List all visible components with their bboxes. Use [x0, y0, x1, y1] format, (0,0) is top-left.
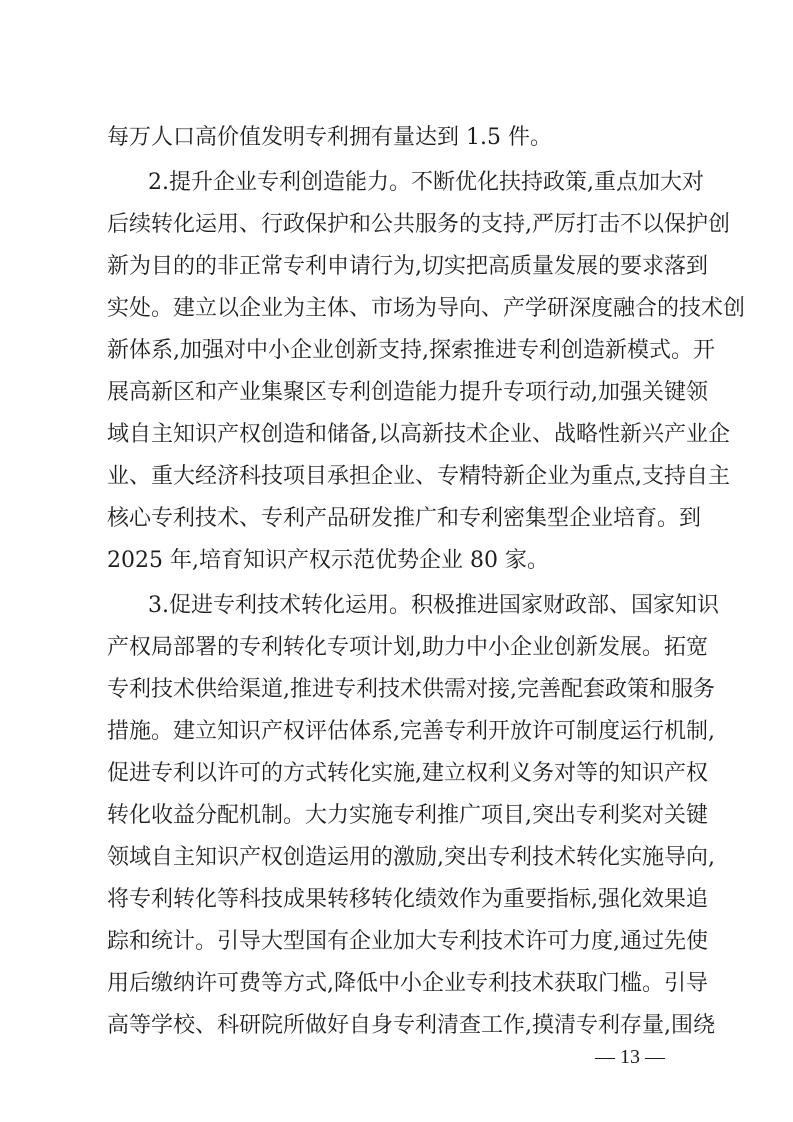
text-line: 将专利转化等科技成果转移转化绩效作为重要指标,强化效果追	[107, 887, 708, 912]
paragraph-3-first-line: 3.促进专利技术转化运用。积极推进国家财政部、国家知识	[148, 593, 719, 618]
text-line: 业、重大经济科技项目承担企业、专精特新企业为重点,支持自主	[107, 464, 730, 489]
text-line: 领域自主知识产权创造运用的激励,突出专利技术转化实施导向,	[107, 845, 715, 870]
text-line: 产权局部署的专利转化专项计划,助力中小企业创新发展。拓宽	[107, 635, 708, 660]
text-line: 实处。建立以企业为主体、市场为导向、产学研深度融合的技术创	[107, 296, 746, 321]
text-line: 措施。建立知识产权评估体系,完善专利开放许可制度运行机制,	[107, 719, 715, 744]
text-line: 转化收益分配机制。大力实施专利推广项目,突出专利奖对关键	[107, 803, 708, 828]
text-line: 后续转化运用、行政保护和公共服务的支持,严厉打击不以保护创	[107, 212, 730, 237]
text-line: 高等学校、科研院所做好自身专利清查工作,摸清专利存量,围绕	[107, 1013, 715, 1038]
text-line: 新为目的的非正常专利申请行为,切实把高质量发展的要求落到	[107, 254, 708, 279]
text-line: 促进专利以许可的方式转化实施,建立权利义务对等的知识产权	[107, 761, 708, 786]
text-line: 2025 年,培育知识产权示范优势企业 80 家。	[107, 548, 549, 573]
text-line: 每万人口高价值发明专利拥有量达到 1.5 件。	[107, 125, 552, 150]
text-line: 域自主知识产权创造和储备,以高新技术企业、战略性新兴产业企	[107, 422, 730, 447]
page-number: — 13 —	[595, 1046, 665, 1068]
text-line: 用后缴纳许可费等方式,降低中小企业专利技术获取门槛。引导	[107, 971, 708, 996]
paragraph-2-first-line: 2.提升企业专利创造能力。不断优化扶持政策,重点加大对	[148, 170, 704, 195]
text-line: 新体系,加强对中小企业创新支持,探索推进专利创造新模式。开	[107, 338, 715, 363]
text-line: 专利技术供给渠道,推进专利技术供需对接,完善配套政策和服务	[107, 677, 715, 702]
text-line: 核心专利技术、专利产品研发推广和专利密集型企业培育。到	[107, 506, 702, 531]
text-line: 展高新区和产业集聚区专利创造能力提升专项行动,加强关键领	[107, 380, 708, 405]
text-line: 踪和统计。引导大型国有企业加大专利技术许可力度,通过先使	[107, 929, 708, 954]
